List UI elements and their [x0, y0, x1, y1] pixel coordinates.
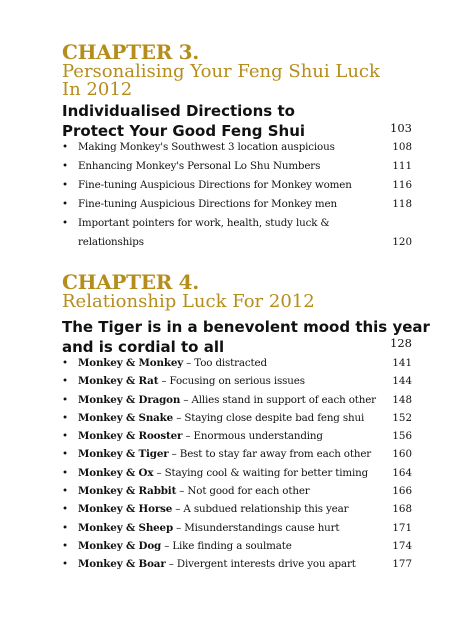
bullet-icon: •: [62, 558, 69, 571]
item-pair: Monkey & Dog: [78, 539, 162, 552]
item-page-number: 120: [392, 236, 412, 248]
list-item[interactable]: [62, 372, 412, 390]
item-text: Fine-tuning Auspicious Directions for Monkey women: [78, 179, 352, 191]
item-page-number: 160: [392, 448, 412, 461]
item-description: – Best to stay far away from each other: [168, 448, 372, 461]
section-heading-line2: and is cordial to all: [62, 338, 225, 356]
item-page-number: 118: [392, 198, 412, 210]
list-item[interactable]: [62, 214, 412, 252]
chapter-3-section-heading: [62, 101, 412, 141]
chapter-3-label: CHAPTER 3.: [62, 40, 199, 64]
section-heading-line1: The Tiger is in a benevolent mood this year: [62, 318, 430, 336]
item-page-number: 164: [392, 466, 412, 479]
bullet-icon: •: [62, 411, 69, 424]
list-item[interactable]: [62, 391, 412, 409]
item-description: – Allies stand in support of each other: [180, 393, 376, 406]
item-page-number: 144: [392, 375, 412, 388]
item-text: Fine-tuning Auspicious Directions for Monkey men: [78, 198, 337, 210]
list-item[interactable]: [62, 555, 412, 573]
list-item[interactable]: [62, 354, 412, 372]
chapter-4-list: [62, 354, 412, 574]
item-description: – Divergent interests drive you apart: [165, 558, 356, 571]
item-pair: Monkey & Boar: [78, 558, 166, 571]
item-description: – Staying cool & waiting for better timing: [153, 466, 369, 479]
bullet-icon: •: [62, 160, 69, 172]
item-description: – Too distracted: [183, 357, 267, 369]
bullet-icon: •: [62, 375, 69, 388]
item-pair: Monkey & Horse: [78, 503, 173, 516]
item-description: – Enormous understanding: [182, 430, 323, 443]
bullet-icon: •: [62, 539, 69, 552]
item-pair: Monkey & Rooster: [78, 430, 183, 443]
bullet-icon: •: [62, 357, 69, 369]
item-text: Making Monkey's Southwest 3 location auspicious: [78, 141, 335, 153]
item-page-number: 108: [392, 141, 412, 153]
item-pair: Monkey & Tiger: [78, 448, 169, 461]
list-item[interactable]: [62, 409, 412, 427]
item-page-number: 156: [392, 430, 412, 443]
list-item[interactable]: [62, 519, 412, 537]
item-pair: Monkey & Dragon: [78, 393, 181, 406]
item-text-line1: Important pointers for work, health, study luck &: [78, 217, 330, 229]
bullet-icon: •: [62, 179, 69, 191]
chapter-3-list: [62, 138, 412, 252]
item-page-number: 174: [392, 539, 412, 552]
list-item[interactable]: [62, 482, 412, 500]
item-description: – A subdued relationship this year: [172, 503, 349, 516]
bullet-icon: •: [62, 393, 69, 406]
item-pair: Monkey & Sheep: [78, 521, 174, 534]
list-item[interactable]: [62, 138, 412, 157]
chapter-3-title-line2: In 2012: [62, 79, 133, 100]
item-page-number: 177: [392, 558, 412, 571]
bullet-icon: •: [62, 466, 69, 479]
item-text: Enhancing Monkey's Personal Lo Shu Numbers: [78, 160, 321, 172]
list-item[interactable]: [62, 445, 412, 463]
list-item[interactable]: [62, 176, 412, 195]
section-page-number: 103: [390, 121, 412, 135]
item-description: – Not good for each other: [176, 485, 310, 498]
chapter-4-title: Relationship Luck For 2012: [62, 291, 315, 312]
item-page-number: 166: [392, 485, 412, 498]
bullet-icon: •: [62, 430, 69, 443]
item-text-line2: relationships: [78, 236, 144, 248]
item-description: – Like finding a soulmate: [161, 539, 292, 552]
bullet-icon: •: [62, 141, 69, 153]
chapter-4-section-heading: [62, 317, 430, 357]
item-page-number: 168: [392, 503, 412, 516]
item-description: – Staying close despite bad feng shui: [173, 411, 365, 424]
item-pair: Monkey & Ox: [78, 466, 154, 479]
item-page-number: 148: [392, 393, 412, 406]
item-pair: Monkey & Rat: [78, 375, 159, 388]
section-heading-line1: Individualised Directions to: [62, 102, 295, 120]
list-item[interactable]: [62, 195, 412, 214]
chapter-3-title-line1: Personalising Your Feng Shui Luck: [62, 61, 380, 82]
list-item[interactable]: [62, 537, 412, 555]
bullet-icon: •: [62, 198, 69, 210]
item-page-number: 141: [392, 357, 412, 369]
item-pair: Monkey & Monkey: [78, 357, 184, 369]
chapter-4-label: CHAPTER 4.: [62, 270, 199, 294]
item-description: – Focusing on serious issues: [158, 375, 305, 388]
item-page-number: 171: [392, 521, 412, 534]
list-item[interactable]: [62, 157, 412, 176]
item-pair: Monkey & Snake: [78, 411, 174, 424]
item-pair: Monkey & Rabbit: [78, 485, 177, 498]
section-page-number: 128: [390, 336, 412, 350]
bullet-icon: •: [62, 217, 69, 229]
bullet-icon: •: [62, 521, 69, 534]
item-page-number: 111: [392, 160, 412, 172]
bullet-icon: •: [62, 485, 69, 498]
list-item[interactable]: [62, 500, 412, 518]
list-item[interactable]: [62, 464, 412, 482]
item-page-number: 152: [392, 411, 412, 424]
bullet-icon: •: [62, 503, 69, 516]
section-heading-line2: Protect Your Good Feng Shui: [62, 122, 306, 140]
item-page-number: 116: [392, 179, 412, 191]
bullet-icon: •: [62, 448, 69, 461]
item-description: – Misunderstandings cause hurt: [173, 521, 340, 534]
list-item[interactable]: [62, 427, 412, 445]
